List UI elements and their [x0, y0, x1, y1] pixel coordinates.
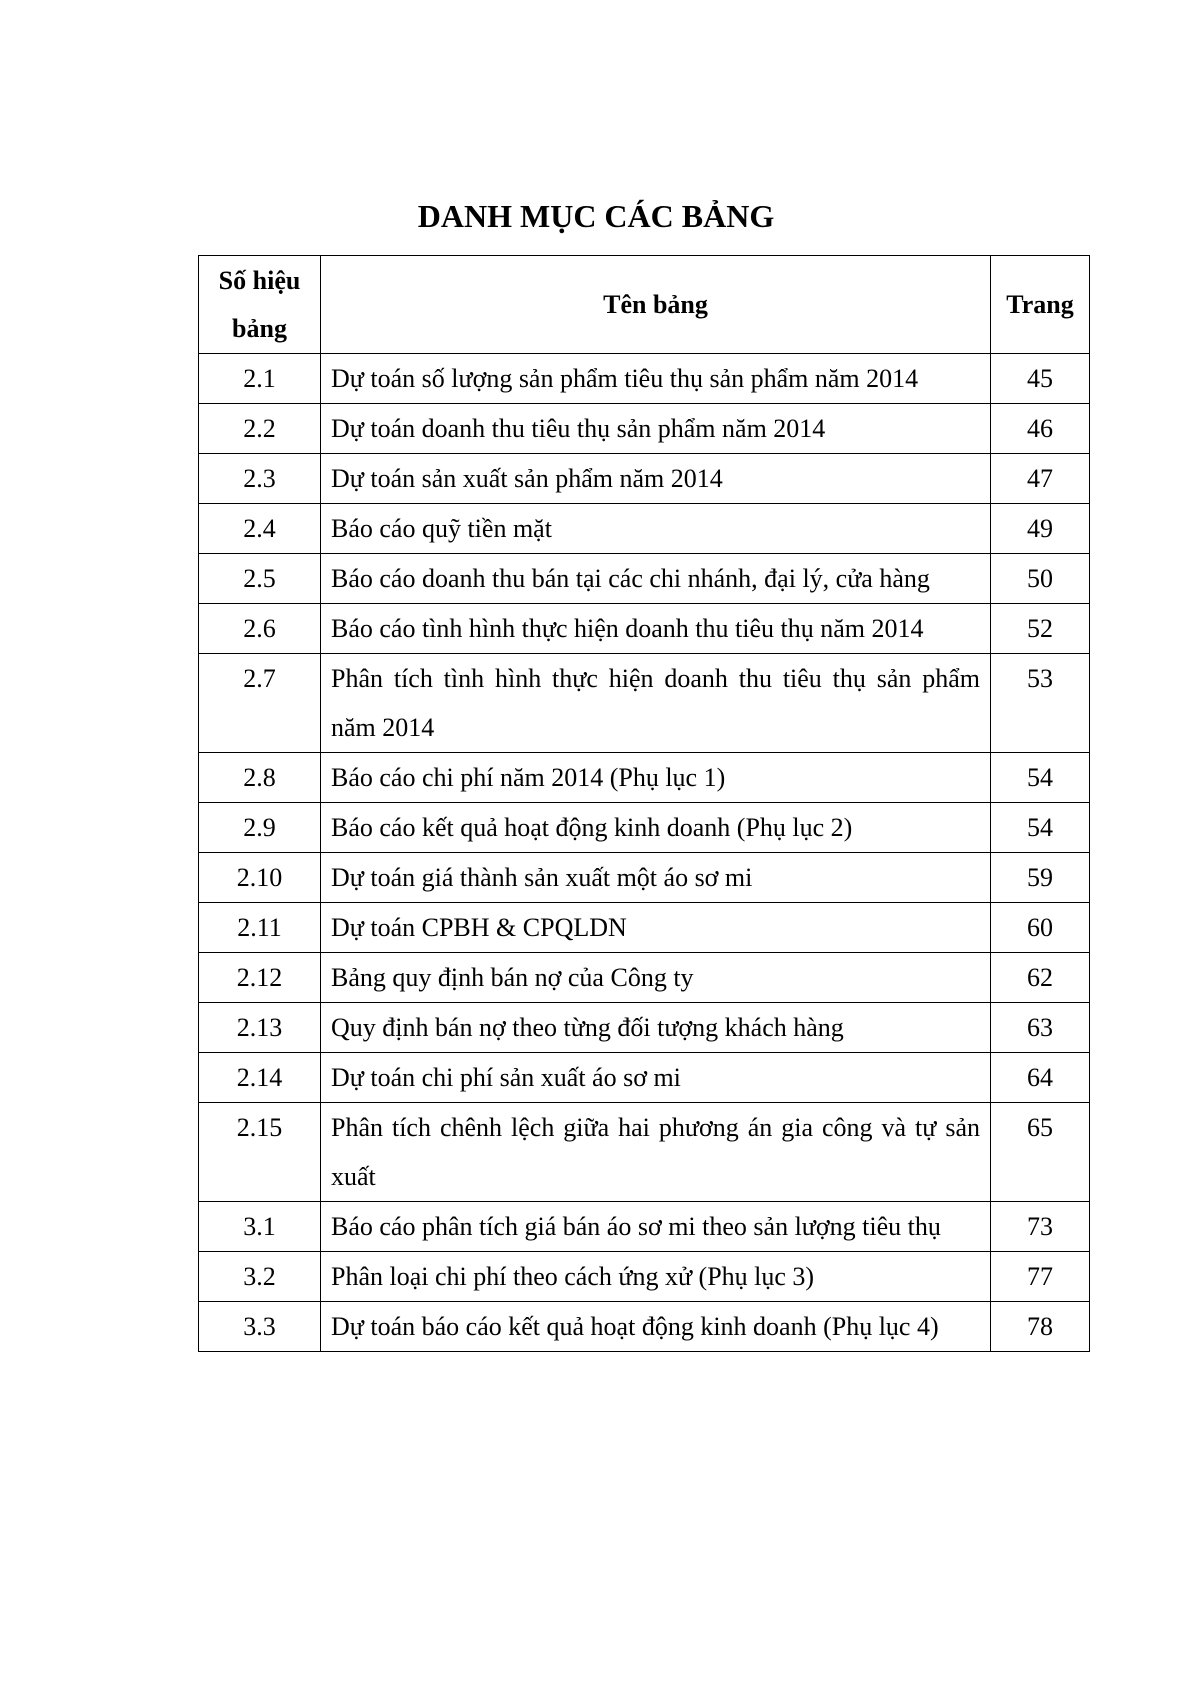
table-number: 2.14: [199, 1053, 321, 1103]
page-number: 45: [991, 354, 1090, 404]
table-number: 2.11: [199, 903, 321, 953]
page-number: 78: [991, 1302, 1090, 1352]
table-row: [199, 853, 1090, 903]
page-number: 47: [991, 454, 1090, 504]
table-name: Dự toán CPBH & CPQLDN: [321, 903, 991, 953]
table-name: Dự toán giá thành sản xuất một áo sơ mi: [321, 853, 991, 903]
table-number: 2.1: [199, 354, 321, 404]
page-title: DANH MỤC CÁC BẢNG: [417, 198, 775, 234]
page-number: 77: [991, 1252, 1090, 1302]
table-row: [199, 1202, 1090, 1252]
page-number: 54: [991, 803, 1090, 853]
list-of-tables: [198, 255, 1090, 1352]
table-row: [199, 654, 1090, 753]
header-name: Tên bảng: [321, 256, 991, 354]
table-row: [199, 354, 1090, 404]
page-number: 60: [991, 903, 1090, 953]
table-row: [199, 953, 1090, 1003]
page-number: 54: [991, 753, 1090, 803]
page-number: 53: [991, 654, 1090, 753]
table-number: 2.10: [199, 853, 321, 903]
table-number: 3.3: [199, 1302, 321, 1352]
table-row: [199, 1003, 1090, 1053]
table-name: Dự toán sản xuất sản phẩm năm 2014: [321, 454, 991, 504]
table-row: [199, 404, 1090, 454]
table-number: 2.15: [199, 1103, 321, 1202]
page-number: 62: [991, 953, 1090, 1003]
table-row: [199, 454, 1090, 504]
table-name: Dự toán doanh thu tiêu thụ sản phẩm năm 2014: [321, 404, 991, 454]
table-name: Báo cáo tình hình thực hiện doanh thu tiêu thụ năm 2014: [321, 604, 991, 654]
table-name: Dự toán chi phí sản xuất áo sơ mi: [321, 1053, 991, 1103]
page-number: 50: [991, 554, 1090, 604]
table-row: [199, 803, 1090, 853]
page-number: 73: [991, 1202, 1090, 1252]
table-name: Bảng quy định bán nợ của Công ty: [321, 953, 991, 1003]
table-number: 2.2: [199, 404, 321, 454]
table-number: 2.3: [199, 454, 321, 504]
table-name: Phân tích chênh lệch giữa hai phương án gia công và tự sản xuất: [321, 1103, 991, 1202]
page-number: 65: [991, 1103, 1090, 1202]
table-name: Báo cáo chi phí năm 2014 (Phụ lục 1): [321, 753, 991, 803]
table-name: Báo cáo quỹ tiền mặt: [321, 504, 991, 554]
table-name: Báo cáo phân tích giá bán áo sơ mi theo sản lượng tiêu thụ: [321, 1202, 991, 1252]
table-row: [199, 1053, 1090, 1103]
table-row: [199, 554, 1090, 604]
table-number: 2.7: [199, 654, 321, 753]
table-number: 2.9: [199, 803, 321, 853]
table-number: 3.1: [199, 1202, 321, 1252]
header-number: Số hiệu bảng: [199, 256, 321, 354]
table-name: Dự toán số lượng sản phẩm tiêu thụ sản phẩm năm 2014: [321, 354, 991, 404]
table-header-row: [199, 256, 1090, 354]
table-number: 2.13: [199, 1003, 321, 1053]
table-name: Quy định bán nợ theo từng đối tượng khách hàng: [321, 1003, 991, 1053]
table-number: 2.5: [199, 554, 321, 604]
table-name: Báo cáo kết quả hoạt động kinh doanh (Phụ lục 2): [321, 803, 991, 853]
table-row: [199, 1103, 1090, 1202]
table-name: Dự toán báo cáo kết quả hoạt động kinh doanh (Phụ lục 4): [321, 1302, 991, 1352]
table-name: Phân tích tình hình thực hiện doanh thu tiêu thụ sản phẩm năm 2014: [321, 654, 991, 753]
table-name: Phân loại chi phí theo cách ứng xử (Phụ lục 3): [321, 1252, 991, 1302]
table-row: [199, 753, 1090, 803]
table-number: 2.6: [199, 604, 321, 654]
page-number: 46: [991, 404, 1090, 454]
table-number: 2.4: [199, 504, 321, 554]
table-number: 3.2: [199, 1252, 321, 1302]
table-name: Báo cáo doanh thu bán tại các chi nhánh, đại lý, cửa hàng: [321, 554, 991, 604]
page-number: 63: [991, 1003, 1090, 1053]
page-number: 64: [991, 1053, 1090, 1103]
table-row: [199, 604, 1090, 654]
page-number: 49: [991, 504, 1090, 554]
table-row: [199, 903, 1090, 953]
header-page: Trang: [991, 256, 1090, 354]
page-number: 59: [991, 853, 1090, 903]
table-row: [199, 504, 1090, 554]
page-number: 52: [991, 604, 1090, 654]
table-row: [199, 1302, 1090, 1352]
table-number: 2.12: [199, 953, 321, 1003]
table-number: 2.8: [199, 753, 321, 803]
table-row: [199, 1252, 1090, 1302]
